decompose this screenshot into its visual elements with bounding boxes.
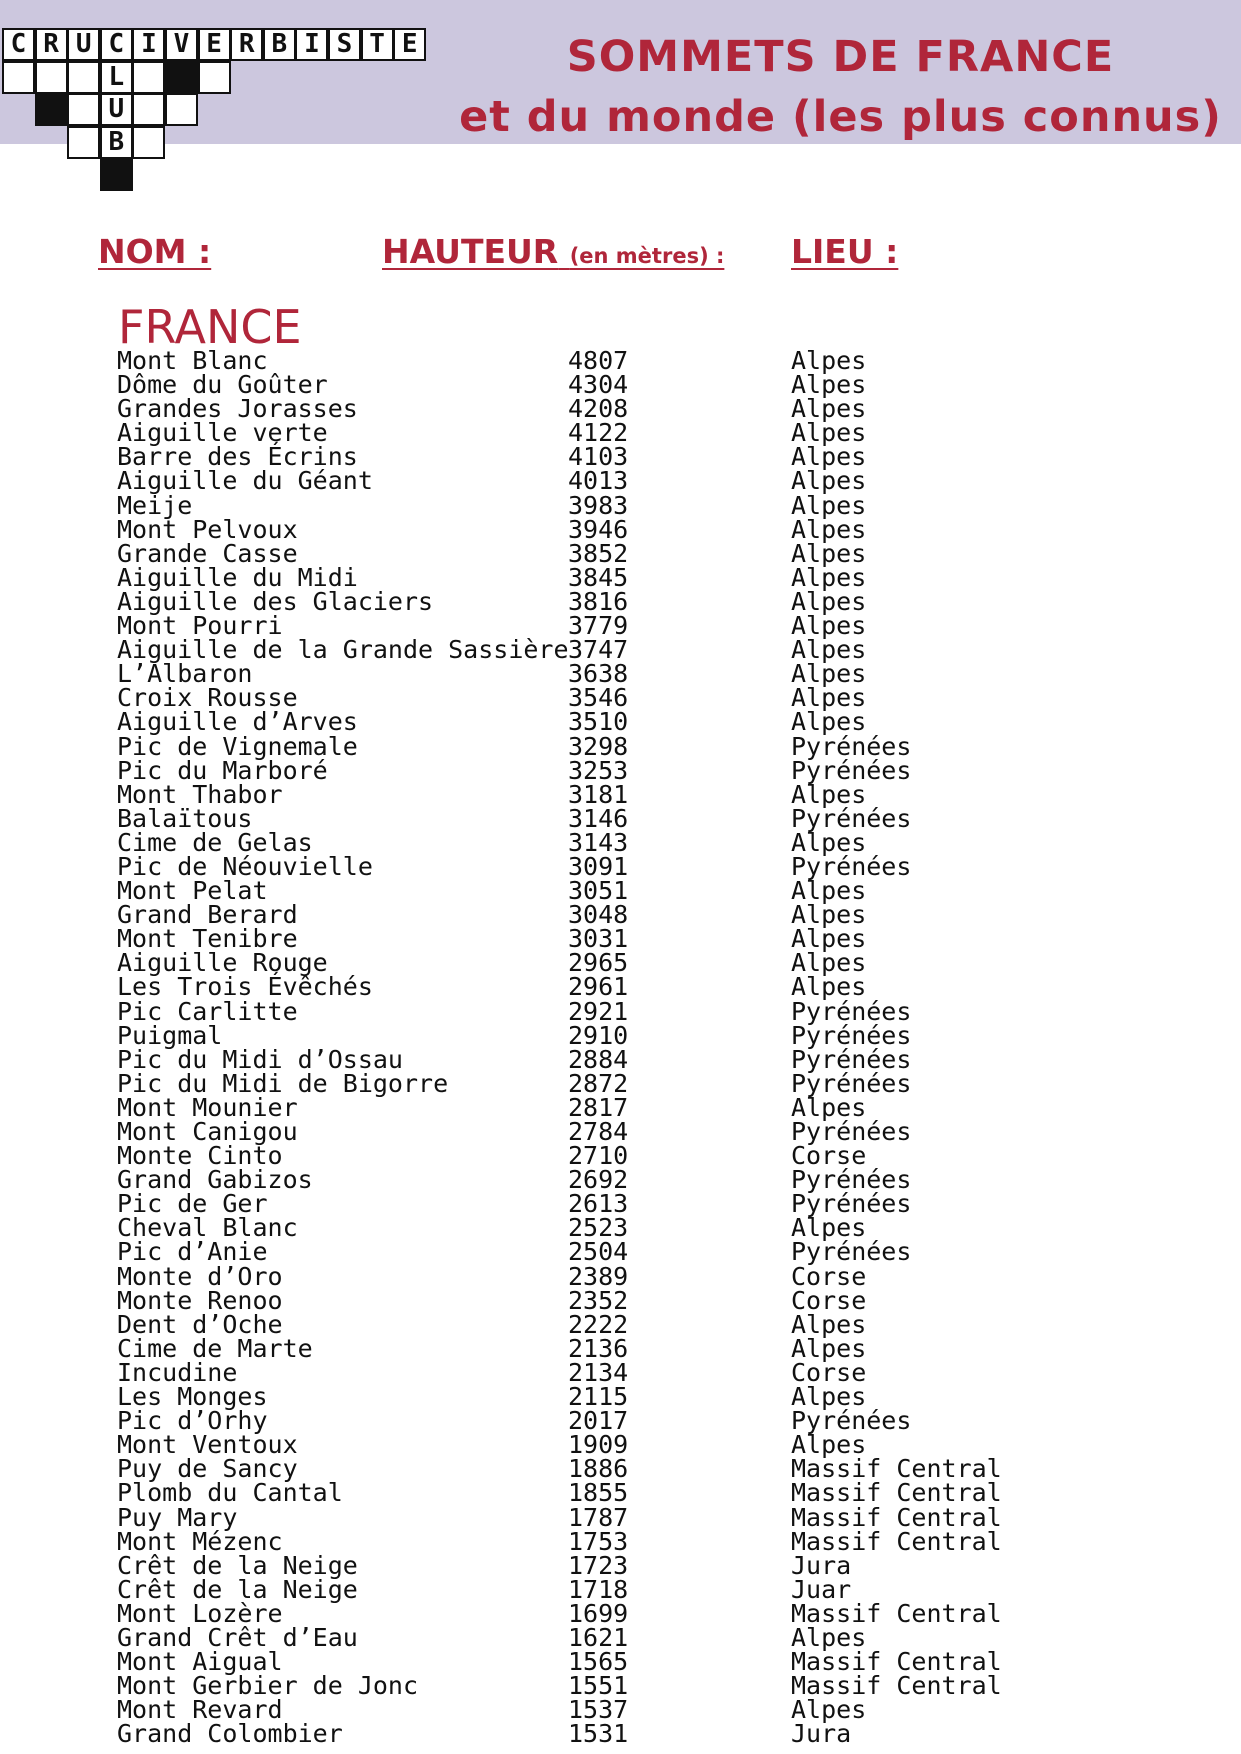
summit-height: 2872: [568, 1068, 629, 1098]
summit-place: Juar: [791, 1574, 852, 1604]
summit-place: Alpes: [791, 707, 867, 737]
summit-height: 3638: [568, 659, 629, 689]
summit-place: Alpes: [791, 972, 867, 1002]
summit-name: Cime de Marte: [117, 1333, 313, 1363]
summit-height: 1855: [568, 1478, 629, 1508]
summit-place: Alpes: [791, 1333, 867, 1363]
summit-height: 3143: [568, 827, 629, 857]
summit-name: Mont Canigou: [117, 1117, 298, 1146]
summit-name: Aiguille des Glaciers: [117, 586, 434, 616]
summit-height: 2817: [568, 1092, 629, 1122]
summit-height: 3747: [568, 635, 629, 665]
summit-name: Grande Casse: [117, 538, 298, 568]
summit-place: Corse: [791, 1141, 867, 1171]
summit-name: Puigmal: [117, 1020, 223, 1050]
column-header-height-label: HAUTEUR: [382, 232, 559, 271]
summit-height: 3253: [568, 755, 629, 785]
column-header-name: NOM :: [98, 232, 212, 271]
summit-place: Pyrénées: [791, 1165, 912, 1195]
logo-cell: B: [263, 28, 296, 61]
summit-name: Dôme du Goûter: [117, 370, 328, 400]
logo-black-cell: [100, 158, 133, 191]
summit-height: 2017: [568, 1406, 629, 1436]
summit-place: Alpes: [791, 586, 867, 616]
summit-name: Aiguille Rouge: [117, 948, 328, 978]
summit-height: 3845: [568, 562, 629, 592]
summit-list: [0, 346, 1241, 1749]
summit-name: Incudine: [117, 1357, 238, 1387]
page-title: SOMMETS DE FRANCE: [566, 32, 1115, 82]
logo-cell: B: [100, 126, 133, 159]
logo-cell: E: [393, 28, 426, 61]
summit-name: Pic de Ger: [117, 1189, 268, 1219]
summit-height: 3546: [568, 683, 629, 713]
summit-place: Alpes: [791, 370, 867, 400]
summit-name: Crêt de la Neige: [117, 1550, 358, 1580]
summit-name: Aiguille du Midi: [117, 562, 358, 592]
summit-height: 4304: [568, 370, 629, 400]
logo-cell: S: [328, 28, 361, 61]
summit-height: 2961: [568, 972, 629, 1002]
summit-place: Alpes: [791, 514, 867, 544]
summit-name: L’Albaron: [117, 659, 253, 689]
logo-cell: U: [67, 28, 100, 61]
logo-black-cell: [165, 61, 198, 94]
summit-height: 1909: [568, 1430, 629, 1460]
summit-place: Alpes: [791, 466, 867, 496]
summit-height: 2389: [568, 1261, 629, 1291]
summit-height: 2613: [568, 1189, 629, 1219]
column-header-height-unit: (en mètres) :: [569, 244, 725, 268]
summit-height: 1565: [568, 1647, 629, 1677]
summit-height: 1551: [568, 1671, 629, 1701]
summit-name: Aiguille du Géant: [117, 466, 373, 496]
summit-height: 1886: [568, 1454, 629, 1484]
summit-place: Alpes: [791, 418, 867, 448]
summit-place: Massif Central: [791, 1647, 1002, 1677]
summit-place: Pyrénées: [791, 803, 912, 833]
summit-height: 2965: [568, 948, 629, 978]
summit-height: 1787: [568, 1502, 629, 1532]
summit-height: 1753: [568, 1526, 629, 1556]
summit-height: 2222: [568, 1309, 629, 1339]
summit-place: Pyrénées: [791, 755, 912, 785]
summit-name: Plomb du Cantal: [117, 1478, 343, 1508]
summit-height: 3031: [568, 924, 629, 954]
summit-place: Alpes: [791, 779, 867, 809]
logo-cell: I: [132, 28, 165, 61]
summit-height: 3779: [568, 611, 629, 641]
summit-height: 1723: [568, 1550, 629, 1580]
logo-cell: [132, 126, 165, 159]
summit-place: Pyrénées: [791, 1237, 912, 1267]
logo-cell: [132, 93, 165, 126]
summit-place: Alpes: [791, 1622, 867, 1652]
summit-height: 2523: [568, 1213, 629, 1243]
summit-name: Cheval Blanc: [117, 1213, 298, 1243]
summit-name: Pic de Néouvielle: [117, 851, 373, 881]
summit-name: Pic d’Anie: [117, 1237, 268, 1267]
summit-height: 3510: [568, 707, 629, 737]
summit-place: Corse: [791, 1261, 867, 1291]
logo-cell: E: [198, 28, 231, 61]
summit-height: 3048: [568, 900, 629, 930]
summit-height: 2134: [568, 1357, 629, 1387]
summit-name: Crêt de la Neige: [117, 1574, 358, 1604]
logo-cell: V: [165, 28, 198, 61]
summit-name: Grand Crêt d’Eau: [117, 1622, 358, 1652]
summit-name: Mont Gerbier de Jonc: [117, 1671, 419, 1701]
summit-place: Massif Central: [791, 1502, 1002, 1532]
summit-row: [0, 996, 1241, 1026]
logo-cell: [35, 61, 68, 94]
summit-place: Alpes: [791, 1430, 867, 1460]
summit-place: Pyrénées: [791, 1406, 912, 1436]
summit-name: Puy de Sancy: [117, 1454, 298, 1484]
summit-name: Balaïtous: [117, 803, 253, 833]
summit-name: Grand Berard: [117, 900, 298, 930]
summit-place: Pyrénées: [791, 1189, 912, 1219]
summit-height: 3146: [568, 803, 629, 833]
summit-name: Grand Gabizos: [117, 1165, 313, 1195]
summit-name: Mont Thabor: [117, 779, 283, 809]
summit-place: Pyrénées: [791, 1117, 912, 1146]
summit-height: 1621: [568, 1622, 629, 1652]
summit-height: 4807: [568, 346, 629, 375]
summit-name: Monte d’Oro: [117, 1261, 283, 1291]
logo-cell: [67, 126, 100, 159]
summit-row: [0, 731, 1241, 761]
summit-name: Grand Colombier: [117, 1719, 343, 1749]
summit-name: Barre des Écrins: [117, 442, 358, 472]
page-subtitle: et du monde (les plus connus): [459, 92, 1222, 142]
summit-place: Pyrénées: [791, 1044, 912, 1074]
summit-place: Pyrénées: [791, 731, 912, 761]
summit-height: 4103: [568, 442, 629, 472]
summit-place: Alpes: [791, 827, 867, 857]
logo-cell: [67, 93, 100, 126]
summit-place: Pyrénées: [791, 851, 912, 881]
summit-place: Alpes: [791, 948, 867, 978]
summit-place: Alpes: [791, 394, 867, 424]
summit-name: Grandes Jorasses: [117, 394, 358, 424]
summit-name: Monte Renoo: [117, 1285, 283, 1315]
logo-cell: C: [100, 28, 133, 61]
summit-height: 2352: [568, 1285, 629, 1315]
summit-place: Massif Central: [791, 1526, 1002, 1556]
logo-cell: R: [35, 28, 68, 61]
summit-name: Monte Cinto: [117, 1141, 283, 1171]
logo-cell: [165, 93, 198, 126]
summit-height: 3816: [568, 586, 629, 616]
summit-place: Jura: [791, 1719, 852, 1749]
summit-height: 2910: [568, 1020, 629, 1050]
section-heading-france: FRANCE: [118, 300, 302, 354]
summit-row: [0, 972, 1241, 1002]
summit-height: 2710: [568, 1141, 629, 1171]
logo-cell: U: [100, 93, 133, 126]
summit-height: 2692: [568, 1165, 629, 1195]
summit-place: Alpes: [791, 900, 867, 930]
summit-name: Mont Pelvoux: [117, 514, 298, 544]
summit-place: Alpes: [791, 1695, 867, 1725]
summit-height: 3051: [568, 876, 629, 906]
summit-name: Puy Mary: [117, 1502, 238, 1532]
summit-name: Mont Ventoux: [117, 1430, 298, 1460]
logo-cell: C: [2, 28, 35, 61]
summit-place: Alpes: [791, 1092, 867, 1122]
logo-cell: [198, 61, 231, 94]
summit-name: Pic de Vignemale: [117, 731, 358, 761]
summit-name: Mont Blanc: [117, 346, 268, 375]
summit-row: [0, 466, 1241, 496]
summit-name: Mont Revard: [117, 1695, 283, 1725]
summit-height: 4122: [568, 418, 629, 448]
summit-place: Massif Central: [791, 1598, 1002, 1628]
summit-height: 3298: [568, 731, 629, 761]
summit-place: Massif Central: [791, 1478, 1002, 1508]
summit-height: 1537: [568, 1695, 629, 1725]
summit-place: Alpes: [791, 1213, 867, 1243]
summit-name: Pic Carlitte: [117, 996, 298, 1026]
summit-name: Dent d’Oche: [117, 1309, 283, 1339]
summit-name: Les Monges: [117, 1382, 268, 1412]
summit-name: Mont Aigual: [117, 1647, 283, 1677]
logo-cell: [132, 61, 165, 94]
summit-name: Mont Mounier: [117, 1092, 298, 1122]
summit-name: Les Trois Évêchés: [117, 972, 373, 1002]
summit-name: Mont Pelat: [117, 876, 268, 906]
summit-place: Alpes: [791, 346, 867, 375]
summit-name: Aiguille de la Grande Sassière: [117, 635, 569, 665]
summit-place: Alpes: [791, 683, 867, 713]
summit-height: 3181: [568, 779, 629, 809]
summit-height: 2884: [568, 1044, 629, 1074]
summit-height: 3852: [568, 538, 629, 568]
summit-place: Massif Central: [791, 1671, 1002, 1701]
summit-place: Pyrénées: [791, 1068, 912, 1098]
summit-height: 3091: [568, 851, 629, 881]
summit-height: 2115: [568, 1382, 629, 1412]
logo-cell: R: [230, 28, 263, 61]
summit-place: Jura: [791, 1550, 852, 1580]
summit-height: 2504: [568, 1237, 629, 1267]
summit-place: Alpes: [791, 611, 867, 641]
summit-row: [0, 1502, 1241, 1532]
summit-row: [0, 707, 1241, 737]
summit-place: Alpes: [791, 442, 867, 472]
summit-name: Mont Pourri: [117, 611, 283, 641]
summit-place: Alpes: [791, 635, 867, 665]
summit-name: Cime de Gelas: [117, 827, 313, 857]
summit-row: [0, 1719, 1241, 1749]
summit-place: Massif Central: [791, 1454, 1002, 1484]
summit-height: 2921: [568, 996, 629, 1026]
summit-row: [0, 1237, 1241, 1267]
summit-row: [0, 1478, 1241, 1508]
summit-place: Alpes: [791, 924, 867, 954]
summit-name: Mont Mézenc: [117, 1526, 283, 1556]
logo-cell: [2, 61, 35, 94]
summit-height: 3983: [568, 490, 629, 520]
summit-height: 4013: [568, 466, 629, 496]
column-header-place: LIEU :: [791, 232, 899, 271]
summit-place: Alpes: [791, 1382, 867, 1412]
logo-cell: L: [100, 61, 133, 94]
logo-cell: I: [295, 28, 328, 61]
summit-name: Mont Lozère: [117, 1598, 283, 1628]
summit-place: Alpes: [791, 659, 867, 689]
summit-name: Pic du Midi d’Ossau: [117, 1044, 403, 1074]
summit-name: Croix Rousse: [117, 683, 298, 713]
summit-height: 2136: [568, 1333, 629, 1363]
summit-name: Pic d’Orhy: [117, 1406, 268, 1436]
summit-name: Pic du Midi de Bigorre: [117, 1068, 449, 1098]
summit-name: Mont Tenibre: [117, 924, 298, 954]
summit-place: Alpes: [791, 538, 867, 568]
summit-place: Alpes: [791, 562, 867, 592]
logo-black-cell: [35, 93, 68, 126]
summit-name: Pic du Marboré: [117, 755, 328, 785]
summit-height: 1699: [568, 1598, 629, 1628]
summit-place: Alpes: [791, 490, 867, 520]
summit-place: Pyrénées: [791, 996, 912, 1026]
summit-place: Alpes: [791, 876, 867, 906]
summit-name: Aiguille d’Arves: [117, 707, 358, 737]
summit-name: Aiguille verte: [117, 418, 328, 448]
summit-place: Pyrénées: [791, 1020, 912, 1050]
logo-cell: T: [361, 28, 394, 61]
summit-place: Corse: [791, 1285, 867, 1315]
column-header-height: [382, 232, 724, 271]
summit-place: Alpes: [791, 1309, 867, 1339]
summit-height: 2784: [568, 1117, 629, 1146]
summit-height: 4208: [568, 394, 629, 424]
summit-height: 1531: [568, 1719, 629, 1749]
summit-height: 3946: [568, 514, 629, 544]
summit-place: Corse: [791, 1357, 867, 1387]
summit-height: 1718: [568, 1574, 629, 1604]
logo-cell: [67, 61, 100, 94]
summit-name: Meije: [117, 490, 193, 520]
